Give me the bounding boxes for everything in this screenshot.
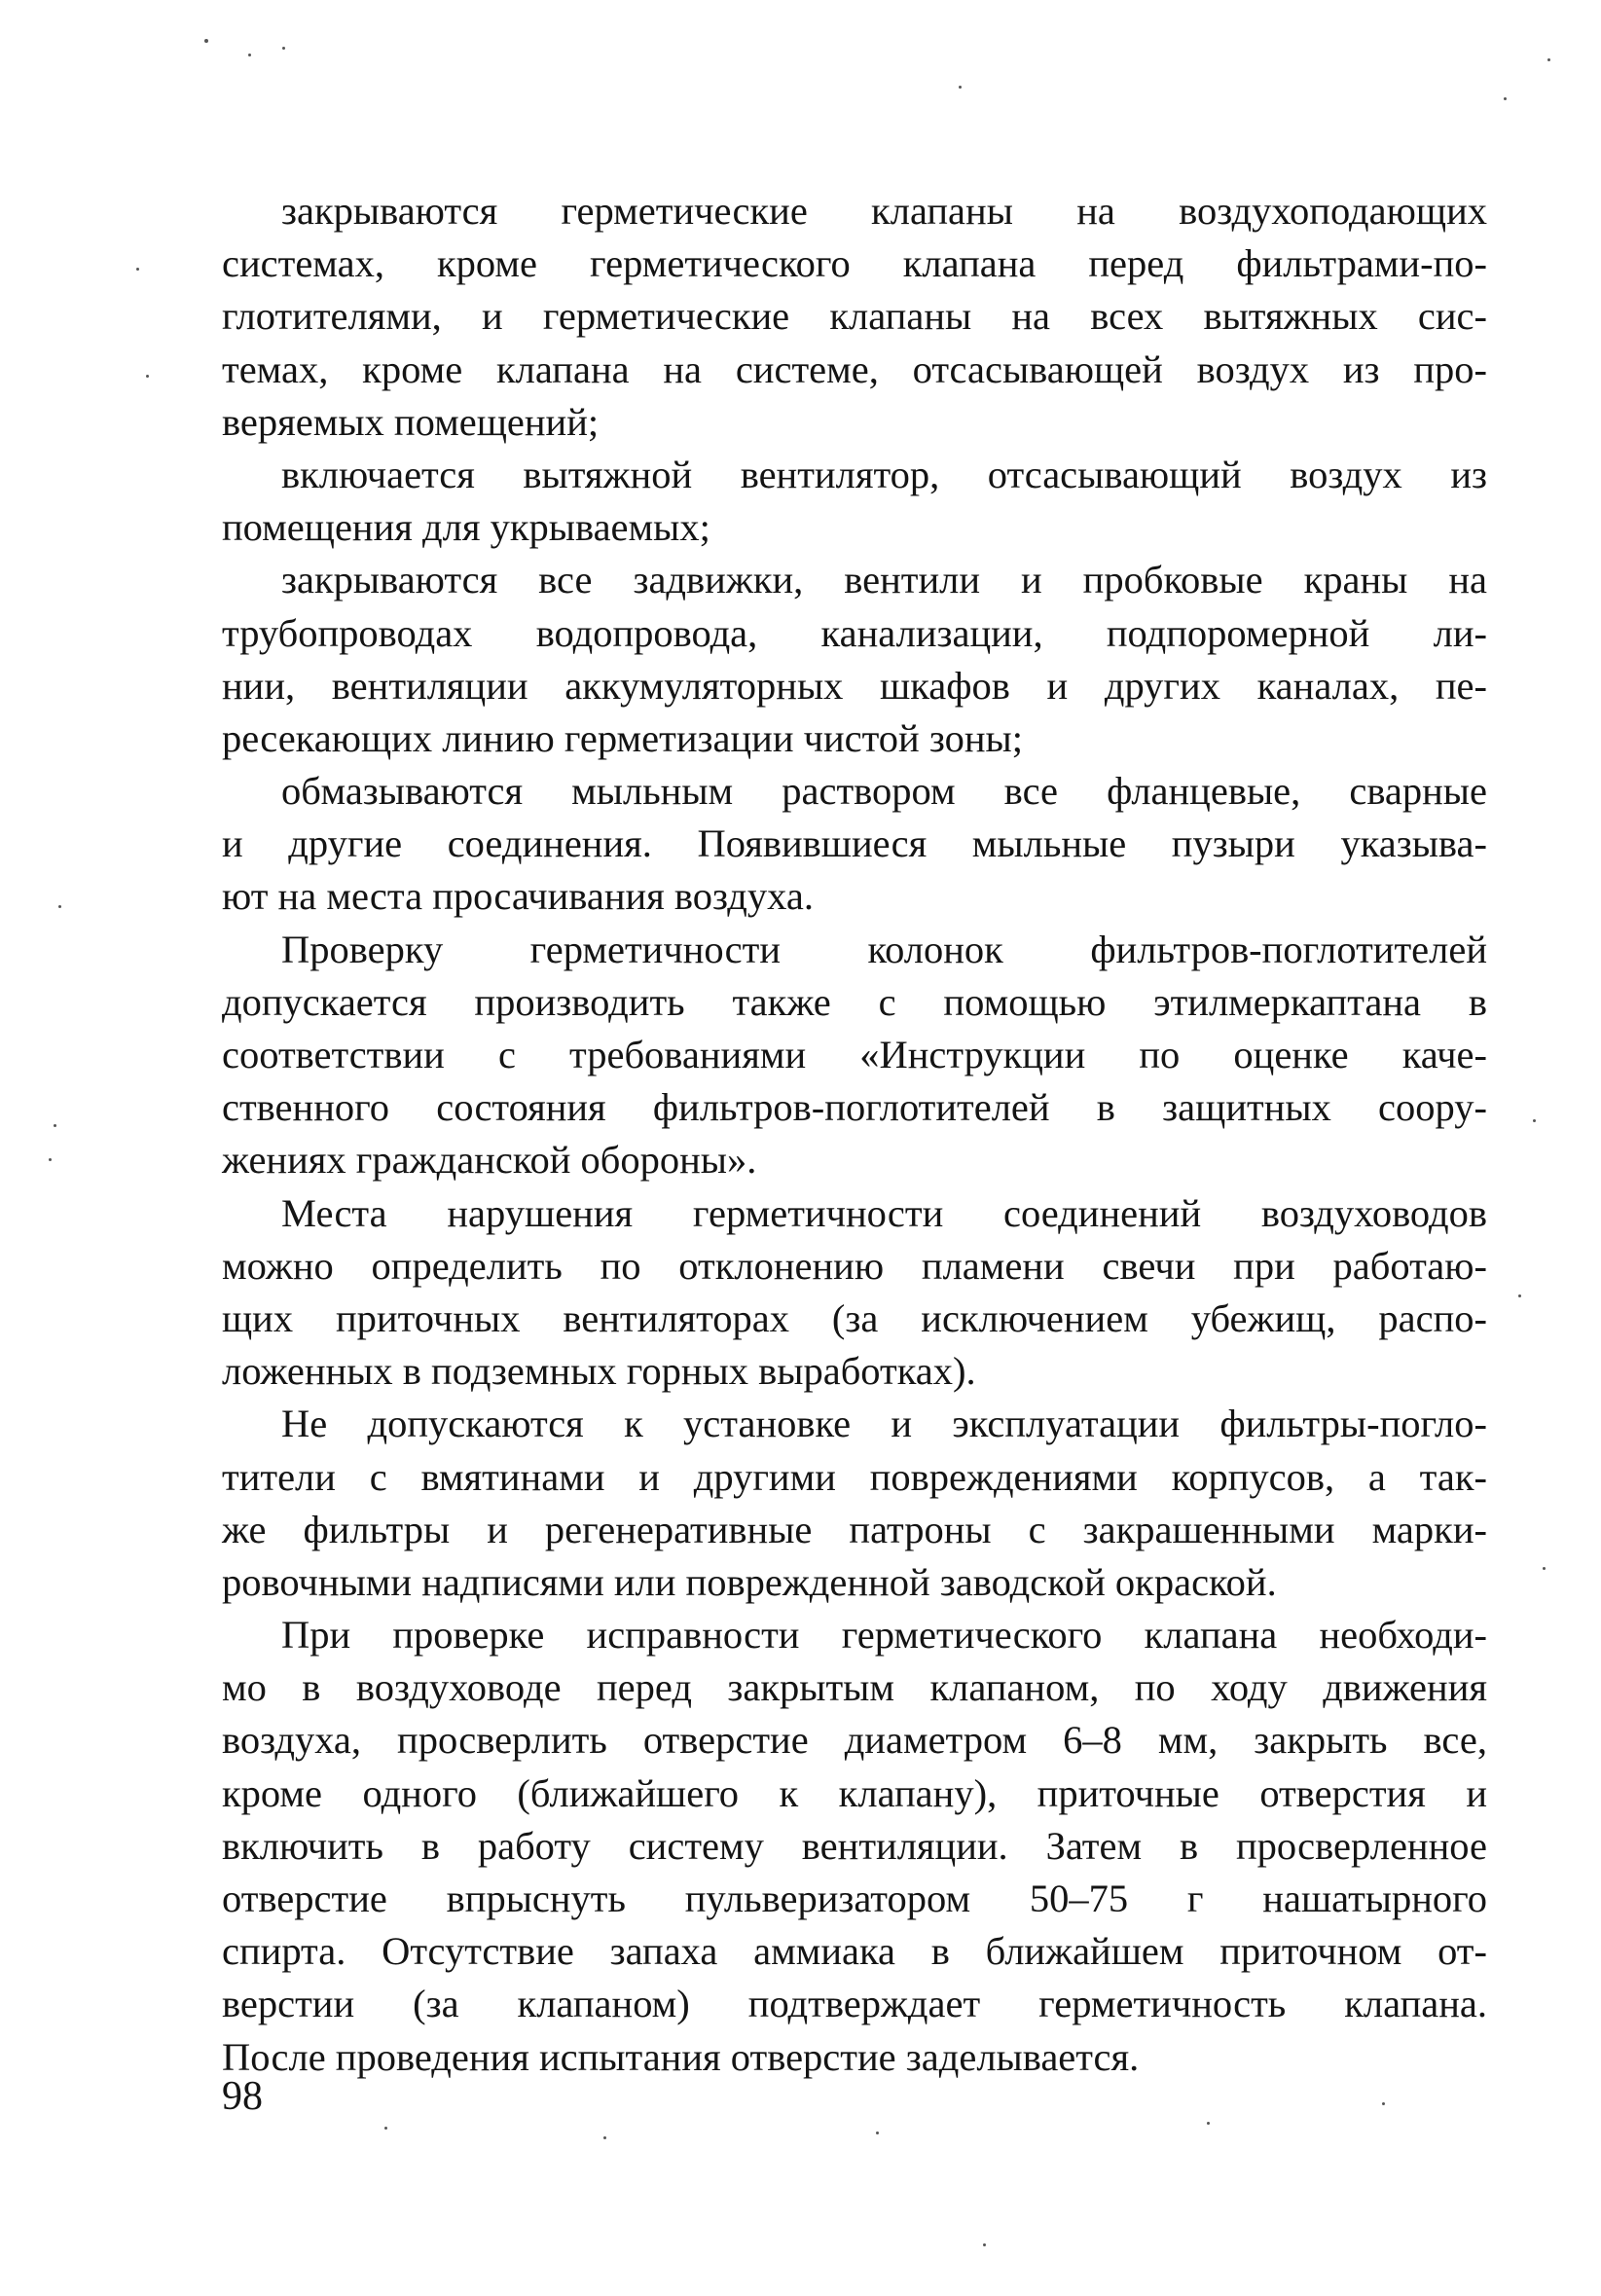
scan-speck <box>1207 2122 1210 2125</box>
scan-speck <box>1518 1294 1521 1297</box>
text-line: закрываются все задвижки, вентили и пробковые краны на <box>281 558 1487 602</box>
scan-speck <box>282 47 285 50</box>
text-line: Места нарушения герметичности соединений воздуховодов <box>281 1190 1487 1235</box>
scan-speck <box>876 2132 879 2134</box>
text-line: При проверке исправности герметического клапана необходи- <box>281 1613 1487 1658</box>
text-line: воздуха, просверлить отверстие диаметром 6–8 мм, закрыть все, <box>222 1718 1487 1763</box>
scan-speck <box>1533 1119 1536 1122</box>
text-line: включить в работу систему вентиляции. Затем в просверленное <box>222 1823 1487 1868</box>
text-line: жениях гражданской обороны». <box>222 1138 757 1183</box>
text-line: отверстие впрыснуть пульверизатором 50–75 г нашатырного <box>222 1877 1487 1920</box>
scan-speck <box>54 1124 56 1127</box>
text-line: После проведения испытания отверстие заделывается. <box>222 2034 1140 2079</box>
text-line: допускается производить также с помощью этилмеркаптана в <box>222 979 1487 1024</box>
text-line: темах, кроме клапана на системе, отсасывающей воздух из про- <box>222 346 1487 391</box>
text-line: веряемых помещений; <box>222 399 600 444</box>
scan-speck <box>959 86 962 89</box>
scan-speck <box>384 2127 387 2130</box>
text-line: закрываются герметические клапаны на воздухоподающих <box>281 189 1487 233</box>
text-line: можно определить по отклонению пламени свечи при работаю- <box>222 1243 1487 1288</box>
text-line: помещения для укрываемых; <box>222 505 710 550</box>
text-line: ресекающих линию герметизации чистой зоны; <box>222 715 1023 760</box>
text-line: системах, кроме герметического клапана перед фильтрами-по- <box>222 241 1487 286</box>
scan-speck <box>248 54 251 56</box>
text-line: обмазываются мыльным раствором все фланцевые, сварные <box>281 769 1487 814</box>
scan-speck <box>49 1158 52 1161</box>
text-line: Не допускаются к установке и эксплуатации фильтры-погло- <box>281 1402 1487 1446</box>
text-line: же фильтры и регенеративные патроны с закрашенными марки- <box>222 1507 1487 1551</box>
text-line: трубопроводах водопровода, канализации, подпоромерной ли- <box>222 610 1487 655</box>
text-line: глотителями, и герметические клапаны на всех вытяжных сис- <box>222 294 1487 339</box>
text-line: Проверку герметичности колонок фильтров-поглотителей <box>281 927 1487 971</box>
text-line: верстии (за клапаном) подтверждает герметичность клапана. <box>222 1982 1487 2026</box>
text-line: ложенных в подземных горных выработках). <box>222 1349 976 1394</box>
text-line: ровочными надписями или поврежденной заводской окраской. <box>222 1559 1277 1604</box>
scan-speck <box>204 39 208 43</box>
scan-speck <box>1382 2102 1385 2105</box>
text-line: кроме одного (ближайшего к клапану), приточные отверстия и <box>222 1770 1487 1815</box>
scan-speck <box>146 375 149 378</box>
scan-speck <box>603 2136 606 2139</box>
scan-speck <box>58 905 61 908</box>
text-line: спирта. Отсутствие запаха аммиака в ближайшем приточном от- <box>222 1929 1487 1974</box>
text-line: тители с вмятинами и другими повреждениями корпусов, а так- <box>222 1454 1487 1499</box>
scan-speck <box>1504 97 1507 100</box>
text-line: включается вытяжной вентилятор, отсасывающий воздух из <box>281 452 1487 496</box>
body-text <box>222 185 1487 2084</box>
text-line: щих приточных вентиляторах (за исключением убежищ, распо- <box>222 1295 1487 1340</box>
text-line: ют на места просачивания воздуха. <box>222 874 814 919</box>
text-line: мо в воздуховоде перед закрытым клапаном, по ходу движения <box>222 1665 1487 1710</box>
text-line: нии, вентиляции аккумуляторных шкафов и других каналах, пе- <box>222 663 1487 708</box>
text-line: и другие соединения. Появившиеся мыльные пузыри указыва- <box>222 821 1487 866</box>
text-line: соответствии с требованиями «Инструкции по оценке каче- <box>222 1033 1487 1076</box>
scan-speck <box>1543 1567 1546 1570</box>
scan-speck <box>1547 58 1550 61</box>
scan-speck <box>983 2243 986 2246</box>
text-line: ственного состояния фильтров-поглотителей в защитных соору- <box>222 1085 1487 1130</box>
scan-speck <box>136 268 139 271</box>
page-number: 98 <box>222 2074 263 2119</box>
